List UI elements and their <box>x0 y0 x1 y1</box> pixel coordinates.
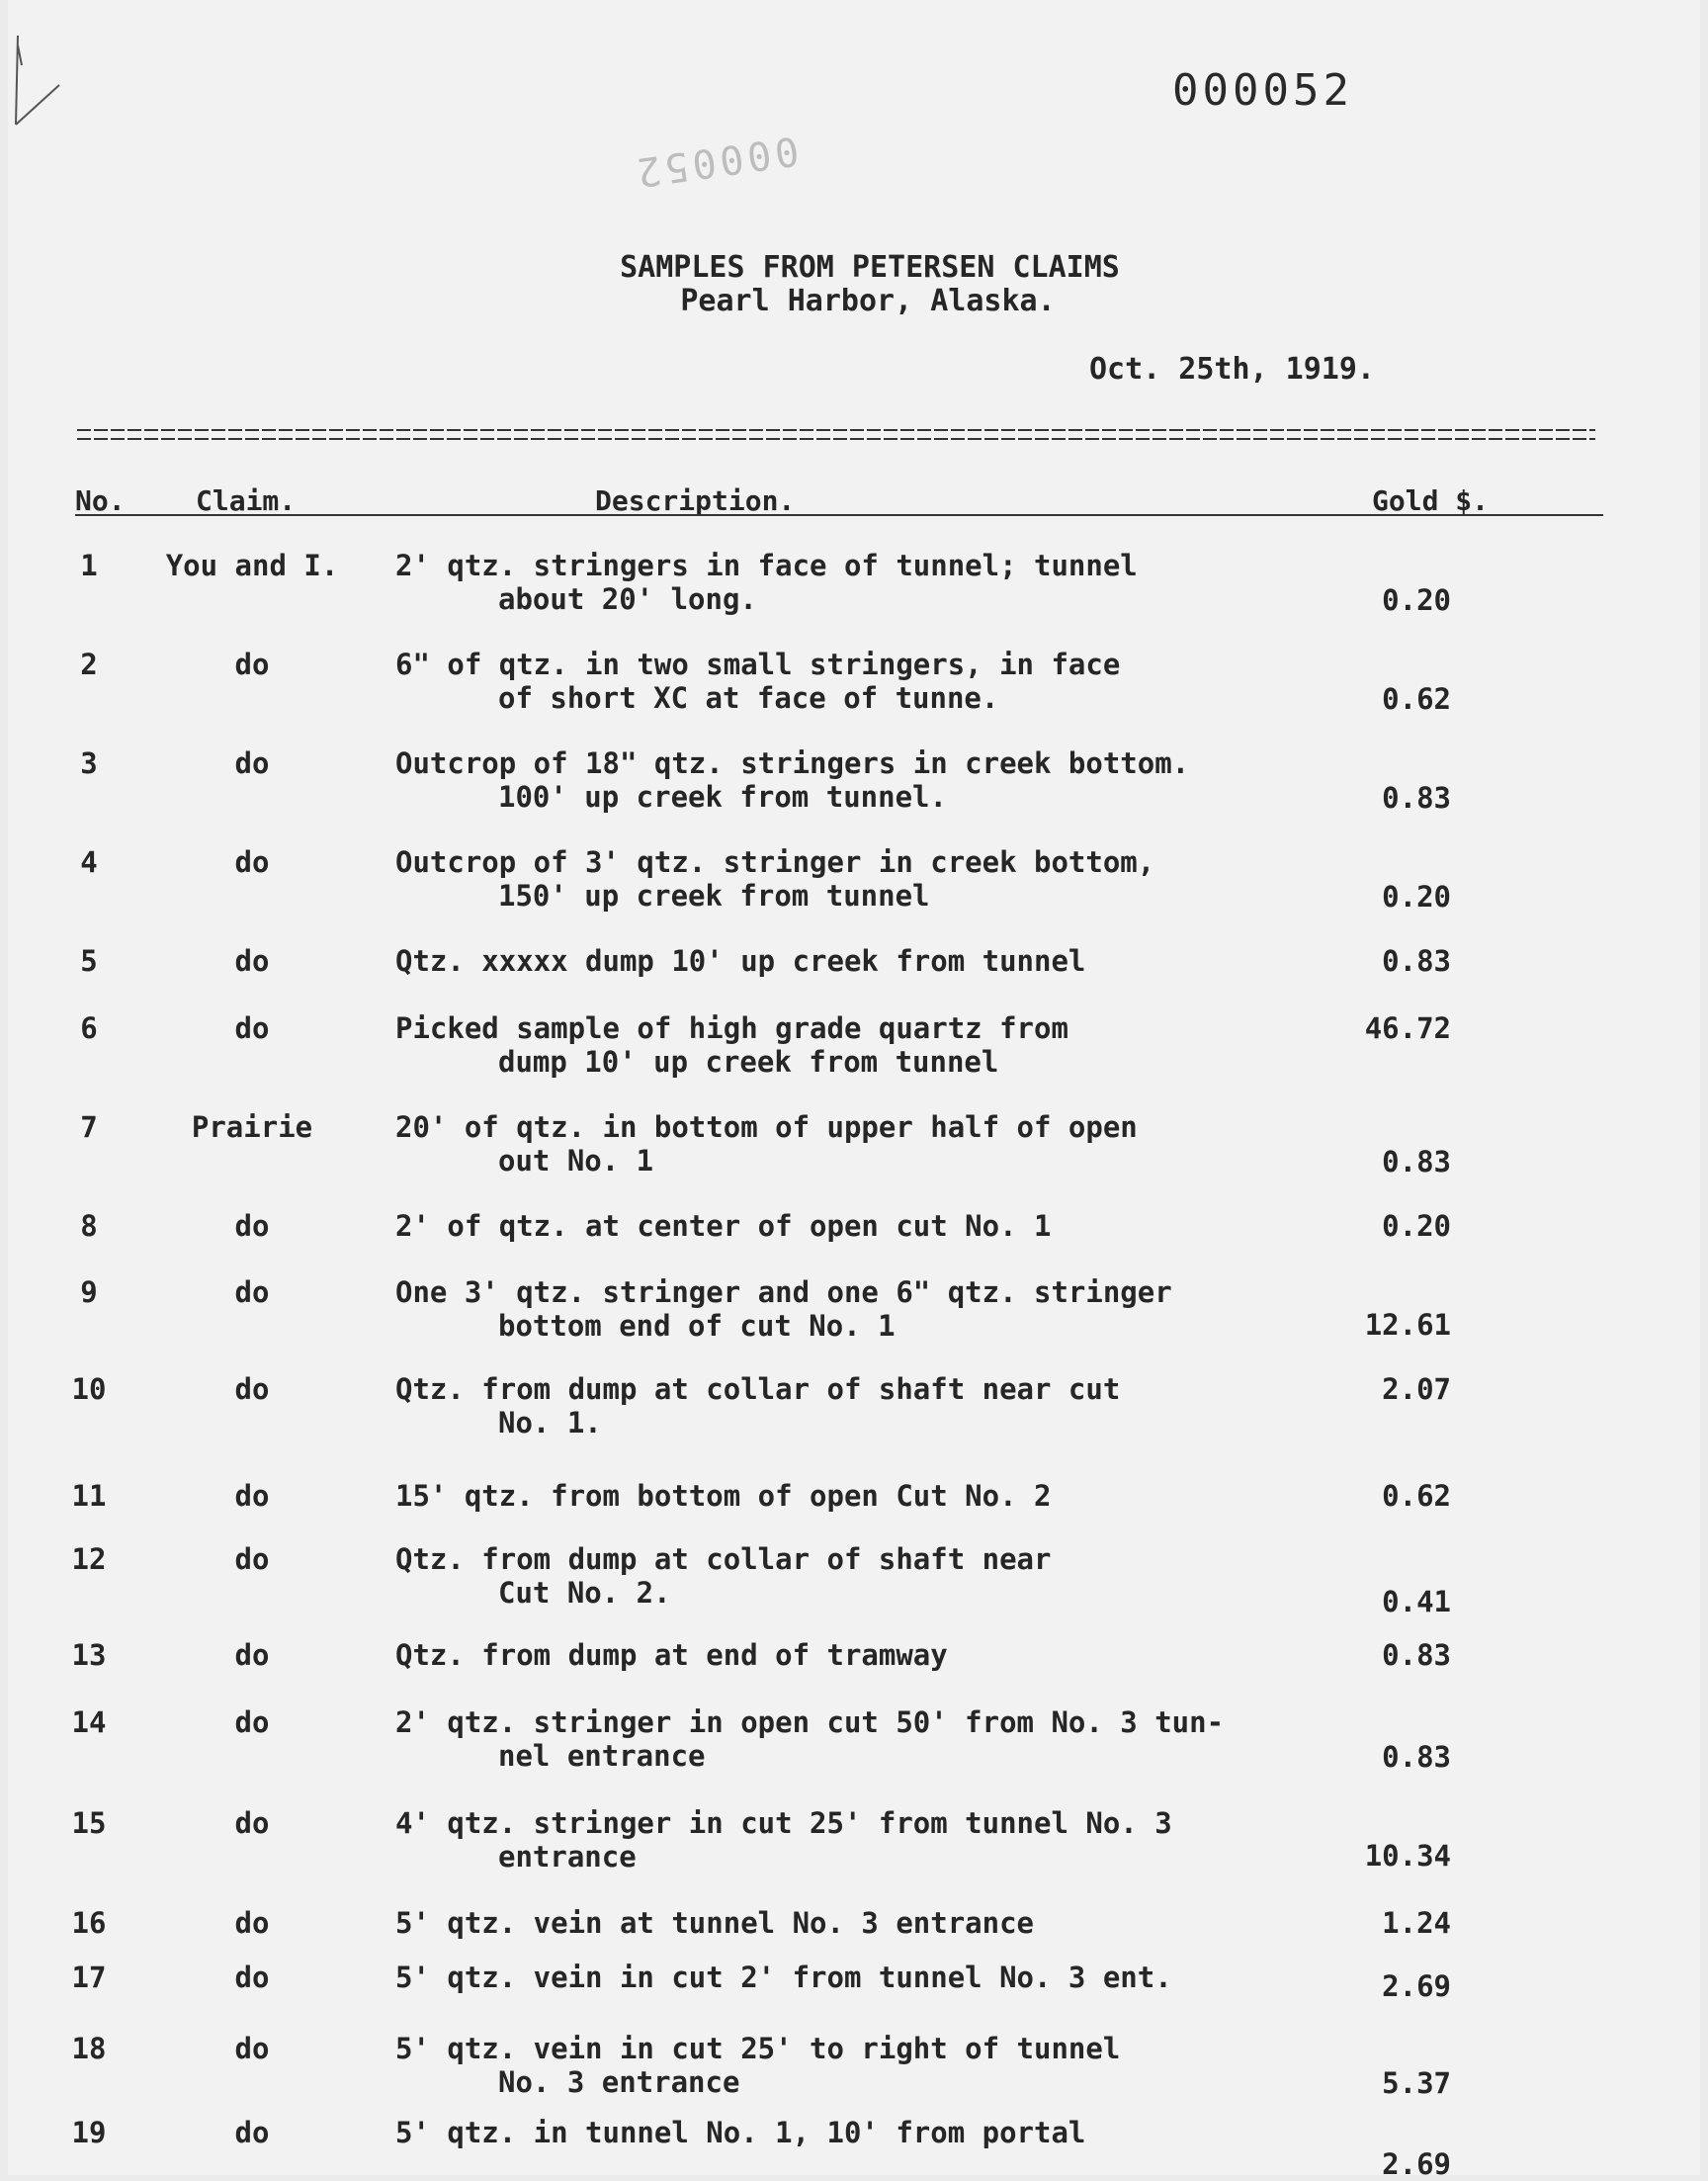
description-line-1: 6" of qtz. in two small stringers, in face <box>395 648 1121 681</box>
row-claim: do <box>234 1479 270 1513</box>
row-claim: do <box>234 1705 270 1739</box>
description-line-1: Qtz. xxxxx dump 10' up creek from tunnel <box>395 944 1086 978</box>
row-number: 7 <box>80 1110 98 1144</box>
faded-number-stamp: 000052 <box>630 127 802 196</box>
row-description <box>395 746 1364 814</box>
row-description <box>395 1209 1364 1243</box>
description-line-1: Outcrop of 18" qtz. stringers in creek bottom. <box>395 746 1190 780</box>
description-line-2: No. 3 entrance <box>498 2065 740 2099</box>
row-claim: do <box>234 845 270 879</box>
row-gold-value: 2.07 <box>1382 1372 1451 1406</box>
row-gold-value: 0.62 <box>1382 682 1451 716</box>
row-description <box>395 1542 1364 1610</box>
row-description <box>395 1275 1364 1343</box>
header-no: No. <box>75 484 126 517</box>
row-description <box>395 1906 1364 1940</box>
row-gold-value: 0.83 <box>1382 944 1451 978</box>
row-description <box>395 2032 1364 2099</box>
row-claim: do <box>234 1806 270 1840</box>
row-description <box>395 1110 1364 1178</box>
row-number: 8 <box>80 1209 98 1243</box>
row-number: 12 <box>71 1542 107 1576</box>
row-claim: do <box>234 1638 270 1672</box>
document-date: Oct. 25th, 1919. <box>1089 352 1375 387</box>
description-line-1: 2' qtz. stringer in open cut 50' from No. 3 tun- <box>395 1705 1225 1739</box>
row-number: 1 <box>80 549 98 582</box>
description-line-1: Outcrop of 3' qtz. stringer in creek bottom, <box>395 845 1155 879</box>
row-claim: You and I. <box>165 549 339 582</box>
pencil-mark-icon <box>8 26 67 134</box>
description-line-1: 4' qtz. stringer in cut 25' from tunnel No. 3 <box>395 1806 1172 1840</box>
description-line-1: Qtz. from dump at end of tramway <box>395 1638 948 1672</box>
row-gold-value: 0.83 <box>1382 781 1451 815</box>
row-gold-value: 46.72 <box>1364 1011 1451 1045</box>
description-line-2: bottom end of cut No. 1 <box>498 1309 896 1343</box>
row-gold-value: 0.62 <box>1382 1479 1451 1513</box>
document-title: SAMPLES FROM PETERSEN CLAIMS <box>620 250 1120 285</box>
description-line-2: 100' up creek from tunnel. <box>498 780 947 814</box>
row-claim: do <box>234 1209 270 1243</box>
description-line-1: Qtz. from dump at collar of shaft near <box>395 1542 1052 1576</box>
row-gold-value: 0.20 <box>1382 880 1451 914</box>
description-line-1: 2' qtz. stringers in face of tunnel; tunnel <box>395 549 1138 582</box>
header-claim: Claim. <box>196 484 297 517</box>
row-gold-value: 2.69 <box>1382 1969 1451 2003</box>
description-line-2: dump 10' up creek from tunnel <box>498 1045 999 1079</box>
description-line-2: out No. 1 <box>498 1144 654 1178</box>
header-underline <box>75 514 1603 516</box>
row-number: 3 <box>80 746 98 780</box>
description-line-1: 20' of qtz. in bottom of upper half of open <box>395 1110 1138 1144</box>
row-number: 19 <box>71 2116 107 2149</box>
row-description <box>395 1372 1364 1439</box>
row-gold-value: 10.34 <box>1364 1839 1451 1873</box>
row-number: 10 <box>71 1372 107 1406</box>
row-claim: do <box>234 1961 270 1994</box>
row-number: 2 <box>80 648 98 681</box>
row-number: 15 <box>71 1806 107 1840</box>
row-number: 17 <box>71 1961 107 1994</box>
row-description <box>395 944 1364 978</box>
row-number: 9 <box>80 1275 98 1309</box>
row-claim: do <box>234 1011 270 1045</box>
header-gold: Gold $. <box>1372 484 1490 517</box>
row-claim: do <box>234 2032 270 2065</box>
row-claim: do <box>234 648 270 681</box>
row-description <box>395 1638 1364 1672</box>
row-description <box>395 1961 1364 1994</box>
row-claim: do <box>234 1275 270 1309</box>
row-gold-value: 0.20 <box>1382 1209 1451 1243</box>
description-line-2: of short XC at face of tunne. <box>498 681 999 715</box>
description-line-1: 5' qtz. vein in cut 2' from tunnel No. 3 ent. <box>395 1961 1172 1994</box>
row-number: 16 <box>71 1906 107 1940</box>
description-line-1: 5' qtz. vein in cut 25' to right of tunnel <box>395 2032 1121 2065</box>
row-gold-value: 1.24 <box>1382 1906 1451 1940</box>
row-claim: do <box>234 1542 270 1576</box>
row-number: 4 <box>80 845 98 879</box>
row-description <box>395 1011 1364 1079</box>
row-claim: do <box>234 746 270 780</box>
description-line-1: One 3' qtz. stringer and one 6" qtz. stringer <box>395 1275 1172 1309</box>
row-description <box>395 2116 1364 2149</box>
row-description <box>395 1479 1364 1513</box>
row-gold-value: 2.69 <box>1382 2147 1451 2181</box>
description-line-2: about 20' long. <box>498 582 757 616</box>
document-subtitle: Pearl Harbor, Alaska. <box>680 284 1056 318</box>
row-number: 11 <box>71 1479 107 1513</box>
description-line-1: 5' qtz. vein at tunnel No. 3 entrance <box>395 1906 1035 1940</box>
row-gold-value: 5.37 <box>1382 2066 1451 2100</box>
row-number: 6 <box>80 1011 98 1045</box>
row-description <box>395 648 1364 715</box>
row-claim: do <box>234 944 270 978</box>
row-number: 13 <box>71 1638 107 1672</box>
rule-dash-overlay <box>77 429 1595 440</box>
description-line-1: 2' of qtz. at center of open cut No. 1 <box>395 1209 1052 1243</box>
row-description <box>395 549 1364 616</box>
row-description <box>395 845 1364 913</box>
description-line-2: Cut No. 2. <box>498 1576 671 1610</box>
row-gold-value: 12.61 <box>1364 1308 1451 1342</box>
row-number: 14 <box>71 1705 107 1739</box>
row-gold-value: 0.83 <box>1382 1145 1451 1178</box>
row-gold-value: 0.83 <box>1382 1740 1451 1774</box>
description-line-2: nel entrance <box>498 1739 706 1773</box>
row-claim: do <box>234 1906 270 1940</box>
description-line-2: entrance <box>498 1840 637 1874</box>
row-gold-value: 0.41 <box>1382 1585 1451 1618</box>
row-claim: Prairie <box>191 1110 313 1144</box>
description-line-1: Picked sample of high grade quartz from <box>395 1011 1068 1045</box>
row-description <box>395 1806 1364 1874</box>
description-line-1: Qtz. from dump at collar of shaft near cut <box>395 1372 1121 1406</box>
description-line-2: No. 1. <box>498 1406 602 1439</box>
document-number-stamp: 000052 <box>1172 65 1353 116</box>
row-gold-value: 0.83 <box>1382 1638 1451 1672</box>
description-line-2: 150' up creek from tunnel <box>498 879 930 913</box>
row-number: 5 <box>80 944 98 978</box>
row-claim: do <box>234 1372 270 1406</box>
row-claim: do <box>234 2116 270 2149</box>
row-description <box>395 1705 1364 1773</box>
row-gold-value: 0.20 <box>1382 583 1451 617</box>
description-line-1: 15' qtz. from bottom of open Cut No. 2 <box>395 1479 1052 1513</box>
header-description: Description. <box>595 484 796 517</box>
description-line-1: 5' qtz. in tunnel No. 1, 10' from portal <box>395 2116 1086 2149</box>
row-number: 18 <box>71 2032 107 2065</box>
